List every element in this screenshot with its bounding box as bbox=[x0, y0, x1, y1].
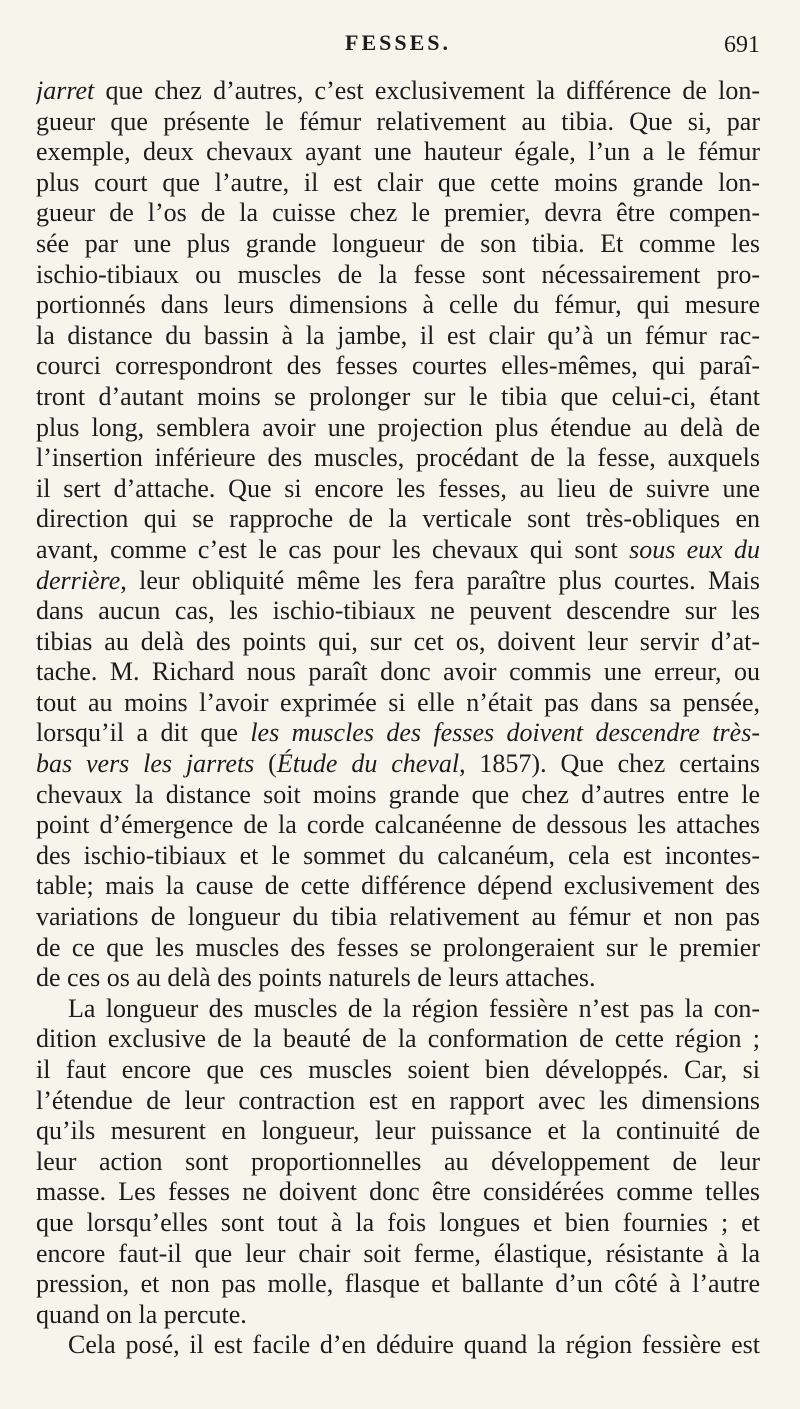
text-run: La longueur des muscles de la région fessière n’est pas la con- bbox=[68, 993, 760, 1023]
text-run: des ischio-tibiaux et le sommet du calcanéum, cela est incontes- bbox=[36, 840, 760, 870]
text-line bbox=[36, 994, 760, 1025]
text-line bbox=[36, 474, 760, 505]
italic-text: les muscles des fesses doivent descendre très- bbox=[250, 718, 760, 748]
text-line bbox=[36, 688, 760, 719]
text-line bbox=[36, 1086, 760, 1117]
text-line bbox=[36, 107, 760, 138]
text-run: leur action sont proportionnelles au développement de leur bbox=[36, 1146, 760, 1176]
text-line bbox=[36, 137, 760, 168]
text-run: avant, comme c’est le cas pour les chevaux qui sont bbox=[36, 534, 630, 564]
text-line bbox=[36, 1147, 760, 1178]
text-run: direction qui se rapproche de la verticale sont très-obliques en bbox=[36, 504, 760, 534]
text-run: l’étendue de leur contraction est en rapport avec les dimensions bbox=[36, 1085, 760, 1115]
text-run: chevaux la distance soit moins grande que chez d’autres entre le bbox=[36, 779, 760, 809]
text-run: gueur de l’os de la cuisse chez le premier, devra être compen- bbox=[36, 198, 760, 228]
text-run: portionnés dans leurs dimensions à celle du fémur, qui mesure bbox=[36, 290, 760, 320]
text-run: que lorsqu’elles sont tout à la fois longues et bien fournies ; et bbox=[36, 1207, 760, 1237]
text-line bbox=[36, 902, 760, 933]
text-line bbox=[36, 963, 760, 994]
italic-text: derrière bbox=[36, 565, 121, 595]
text-run: point d’émergence de la corde calcanéenne de dessous les attaches bbox=[36, 810, 760, 840]
text-line bbox=[36, 841, 760, 872]
text-run: tout au moins l’avoir exprimée si elle n’était pas dans sa pensée, bbox=[36, 687, 760, 717]
text-line bbox=[36, 76, 760, 107]
text-run: ischio-tibiaux ou muscles de la fesse sont nécessairement pro- bbox=[36, 259, 760, 289]
text-line bbox=[36, 413, 760, 444]
text-line bbox=[36, 749, 760, 780]
text-line bbox=[36, 1055, 760, 1086]
text-run: , leur obliquité même les fera paraître plus courtes. Mais bbox=[120, 565, 760, 595]
text-run: que chez d’autres, c’est exclusivement la différence de lon- bbox=[94, 76, 760, 105]
text-run: de ce que les muscles des fesses se prolongeraient sur le premier bbox=[36, 932, 760, 962]
text-run: tibias au delà des points qui, sur cet os, doivent leur servir d’at- bbox=[36, 626, 760, 656]
text-run: dition exclusive de la beauté de la conformation de cette région ; bbox=[36, 1024, 760, 1054]
text-run: , 1857). Que chez certains bbox=[459, 749, 760, 779]
text-run: quand on la percute. bbox=[36, 1299, 247, 1329]
text-line bbox=[36, 596, 760, 627]
text-line bbox=[36, 566, 760, 597]
text-line bbox=[36, 168, 760, 199]
text-run: tache. M. Richard nous paraît donc avoir commis une erreur, ou bbox=[36, 657, 760, 687]
text-run: encore faut-il que leur chair soit ferme, élastique, résistante à la bbox=[36, 1238, 760, 1268]
text-run: courci correspondront des fesses courtes elles-mêmes, qui paraî- bbox=[36, 351, 760, 381]
text-line bbox=[36, 1300, 760, 1331]
text-line bbox=[36, 535, 760, 566]
text-line bbox=[36, 627, 760, 658]
text-line bbox=[36, 780, 760, 811]
text-run: tront d’autant moins se prolonger sur le tibia que celui-ci, étant bbox=[36, 381, 760, 411]
text-run: l’insertion inférieure des muscles, procédant de la fesse, auxquels bbox=[36, 443, 760, 473]
text-line bbox=[36, 657, 760, 688]
running-head bbox=[36, 30, 760, 76]
text-run: il sert d’attache. Que si encore les fesses, au lieu de suivre une bbox=[36, 473, 760, 503]
text-line bbox=[36, 229, 760, 260]
text-run: la distance du bassin à la jambe, il est clair qu’à un fémur rac- bbox=[36, 320, 760, 350]
text-run: masse. Les fesses ne doivent donc être considérées comme telles bbox=[36, 1177, 760, 1207]
text-line bbox=[36, 933, 760, 964]
text-run: exemple, deux chevaux ayant une hauteur égale, l’un a le fémur bbox=[36, 137, 760, 167]
running-title: FESSES. bbox=[345, 30, 451, 55]
text-run: Cela posé, il est facile d’en déduire quand la région fessière est bbox=[68, 1330, 760, 1360]
text-line bbox=[36, 1239, 760, 1270]
text-run: ( bbox=[254, 749, 277, 779]
text-line bbox=[36, 382, 760, 413]
text-line bbox=[36, 321, 760, 352]
text-run: gueur que présente le fémur relativement au tibia. Que si, par bbox=[36, 106, 760, 136]
text-run: plus long, semblera avoir une projection plus étendue au delà de bbox=[36, 412, 760, 442]
italic-text: Étude du cheval bbox=[276, 749, 460, 779]
text-run: variations de longueur du tibia relativement au fémur et non pas bbox=[36, 902, 760, 932]
text-line bbox=[36, 810, 760, 841]
text-line bbox=[36, 1330, 760, 1361]
text-line bbox=[36, 1269, 760, 1300]
text-line bbox=[36, 504, 760, 535]
text-line bbox=[36, 718, 760, 749]
text-line bbox=[36, 1177, 760, 1208]
text-run: lorsqu’il a dit que bbox=[36, 718, 251, 748]
text-run: pression, et non pas molle, flasque et ballante d’un côté à l’autre bbox=[36, 1269, 760, 1299]
text-line bbox=[36, 198, 760, 229]
text-line bbox=[36, 1116, 760, 1147]
italic-text: bas vers les jarrets bbox=[36, 749, 255, 779]
italic-text: sous eux du bbox=[629, 534, 760, 564]
text-line bbox=[36, 1024, 760, 1055]
text-line bbox=[36, 351, 760, 382]
text-run: table; mais la cause de cette différence dépend exclusivement des bbox=[36, 871, 760, 901]
text-run: qu’ils mesurent en longueur, leur puissance et la continuité de bbox=[36, 1116, 760, 1146]
italic-text: jarret bbox=[36, 76, 95, 105]
text-run: il faut encore que ces muscles soient bien développés. Car, si bbox=[36, 1055, 760, 1084]
text-run: de ces os au delà des points naturels de leurs attaches. bbox=[36, 963, 596, 993]
text-line bbox=[36, 260, 760, 291]
body-text bbox=[36, 76, 760, 1361]
text-line bbox=[36, 290, 760, 321]
text-run: plus court que l’autre, il est clair que cette moins grande lon- bbox=[36, 167, 760, 197]
text-run: sée par une plus grande longueur de son tibia. Et comme les bbox=[36, 228, 760, 258]
text-line bbox=[36, 443, 760, 474]
text-line bbox=[36, 1208, 760, 1239]
page-number: 691 bbox=[724, 32, 760, 58]
text-line bbox=[36, 871, 760, 902]
text-run: dans aucun cas, les ischio-tibiaux ne peuvent descendre sur les bbox=[36, 596, 760, 626]
